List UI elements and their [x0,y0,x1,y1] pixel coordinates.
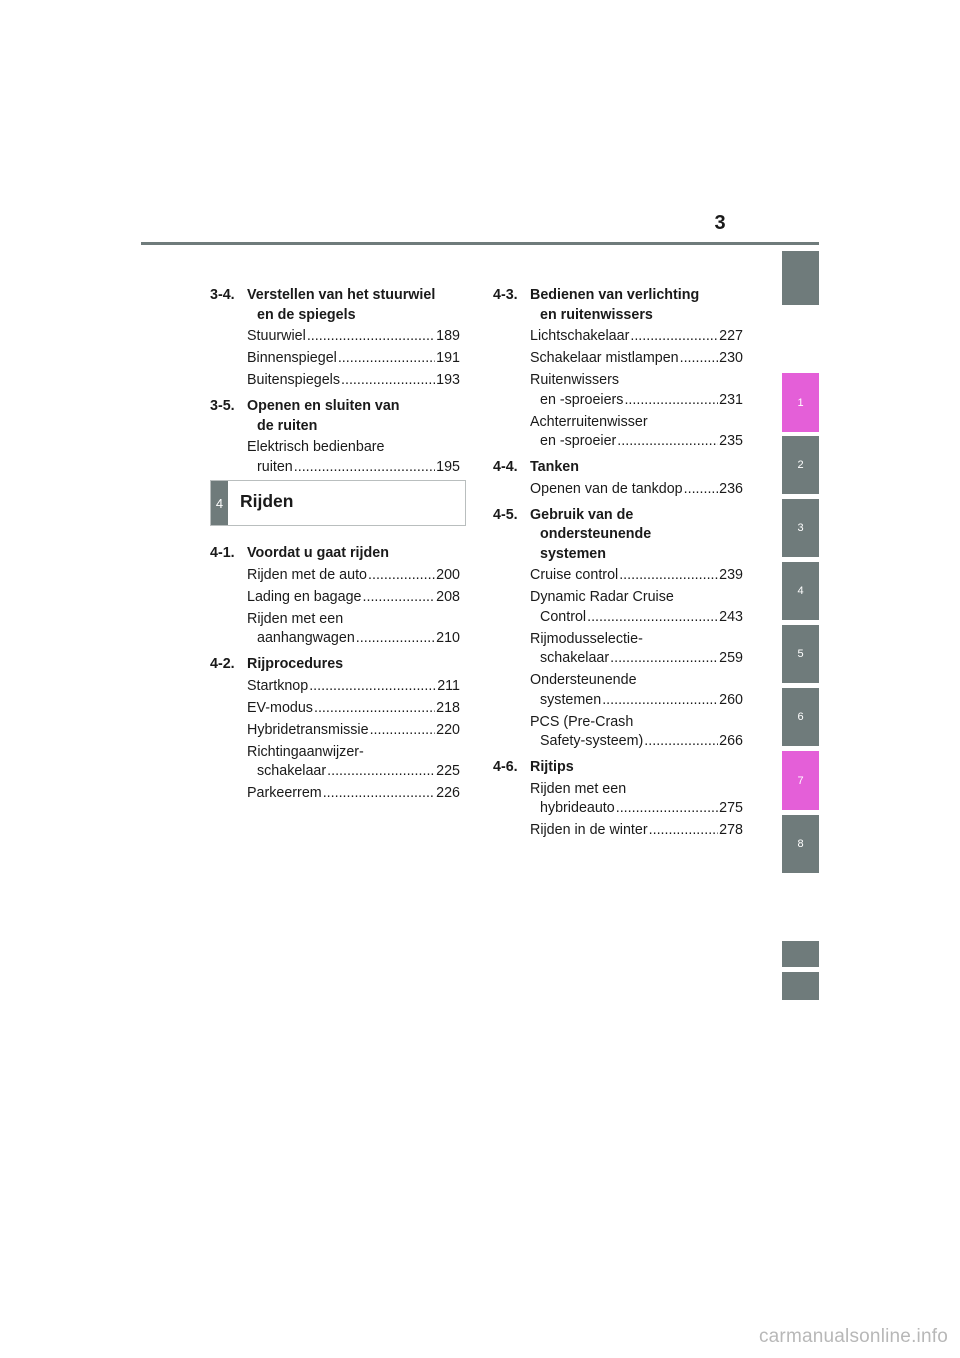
toc-left-column-lower [210,544,460,806]
section-heading[interactable]: 4-1. Voordat u gaat rijden [210,545,389,561]
toc-entry[interactable]: EV-modus ..... 218 [247,699,460,719]
section-heading[interactable]: 4-3. Bedienen van verlichting en ruitenwissers [493,287,700,323]
section-heading[interactable]: 3-4. Verstellen van het stuurwiel en de spiegels [210,287,436,323]
side-tab-3[interactable]: 3 [782,499,819,557]
toc-entry[interactable]: Dynamic Radar Cruise Control ..... 243 [530,588,743,627]
toc-entry[interactable]: Schakelaar mistlampen ..... 230 [530,349,743,369]
side-tab-5[interactable]: 5 [782,625,819,683]
toc-entry[interactable]: Lichtschakelaar ..... 227 [530,327,743,347]
toc-entry[interactable]: Stuurwiel ..... 189 [247,327,460,347]
watermark: carmanualsonline.info [758,1326,948,1347]
section-heading[interactable]: 3-5. Openen en sluiten van de ruiten [210,398,400,434]
toc-entry[interactable]: Rijden met de auto ..... 200 [247,566,460,586]
toc-entry[interactable]: Ruitenwissers en -sproeiers ..... 231 [530,371,743,410]
toc-entry[interactable]: Parkeerrem ..... 226 [247,784,460,804]
section-heading[interactable]: 4-2. Rijprocedures [210,656,344,672]
toc-entry[interactable]: Buitenspiegels ..... 193 [247,371,460,391]
page-number: 3 [714,212,726,234]
side-tab-1[interactable]: 1 [782,373,819,432]
side-tab-4[interactable]: 4 [782,562,819,620]
toc-entry[interactable]: Elektrisch bedienbare ruiten ..... 195 [247,438,460,477]
side-tab-blank-a[interactable] [782,941,819,967]
toc-entry[interactable]: PCS (Pre-Crash Safety-systeem) ..... 266 [530,713,743,752]
toc-entry[interactable]: Startknop ..... 211 [247,677,460,697]
section-heading[interactable]: 4-4. Tanken [493,459,579,475]
chapter-title: Rijden [240,491,294,511]
toc-entry[interactable]: Achterruitenwisser en -sproeier ..... 235 [530,413,743,452]
toc-entry[interactable]: Openen van de tankdop ..... 236 [530,480,743,500]
section-heading[interactable]: 4-6. Rijtips [493,759,574,775]
toc-entry[interactable]: Cruise control ..... 239 [530,566,743,586]
side-tab-blank-top[interactable] [782,251,819,305]
toc-entry[interactable]: Ondersteunende systemen ..... 260 [530,671,743,710]
side-tab-8[interactable]: 8 [782,815,819,873]
toc-entry[interactable]: Rijden met een aanhangwagen ..... 210 [247,610,460,649]
chapter-number: 4 [211,481,228,525]
side-tab-blank-b[interactable] [782,972,819,1000]
toc-entry[interactable]: Richtingaanwijzer- schakelaar ..... 225 [247,743,460,782]
header-rule [141,242,819,245]
section-heading[interactable]: 4-5. Gebruik van de ondersteunende systemen [493,506,652,562]
toc-left-column [210,286,460,480]
toc-entry[interactable]: Binnenspiegel ..... 191 [247,349,460,369]
side-tab-7[interactable]: 7 [782,751,819,810]
toc-entry[interactable]: Lading en bagage ..... 208 [247,588,460,608]
chapter-header [210,480,466,526]
side-tab-2[interactable]: 2 [782,436,819,494]
toc-entry[interactable]: Rijden met een hybrideauto ..... 275 [530,780,743,819]
toc-entry[interactable]: Hybridetransmissie ..... 220 [247,721,460,741]
toc-entry[interactable]: Rijden in de winter ..... 278 [530,821,743,841]
toc-entry[interactable]: Rijmodusselectie- schakelaar ..... 259 [530,630,743,669]
side-tab-6[interactable]: 6 [782,688,819,746]
toc-right-column [493,286,743,843]
